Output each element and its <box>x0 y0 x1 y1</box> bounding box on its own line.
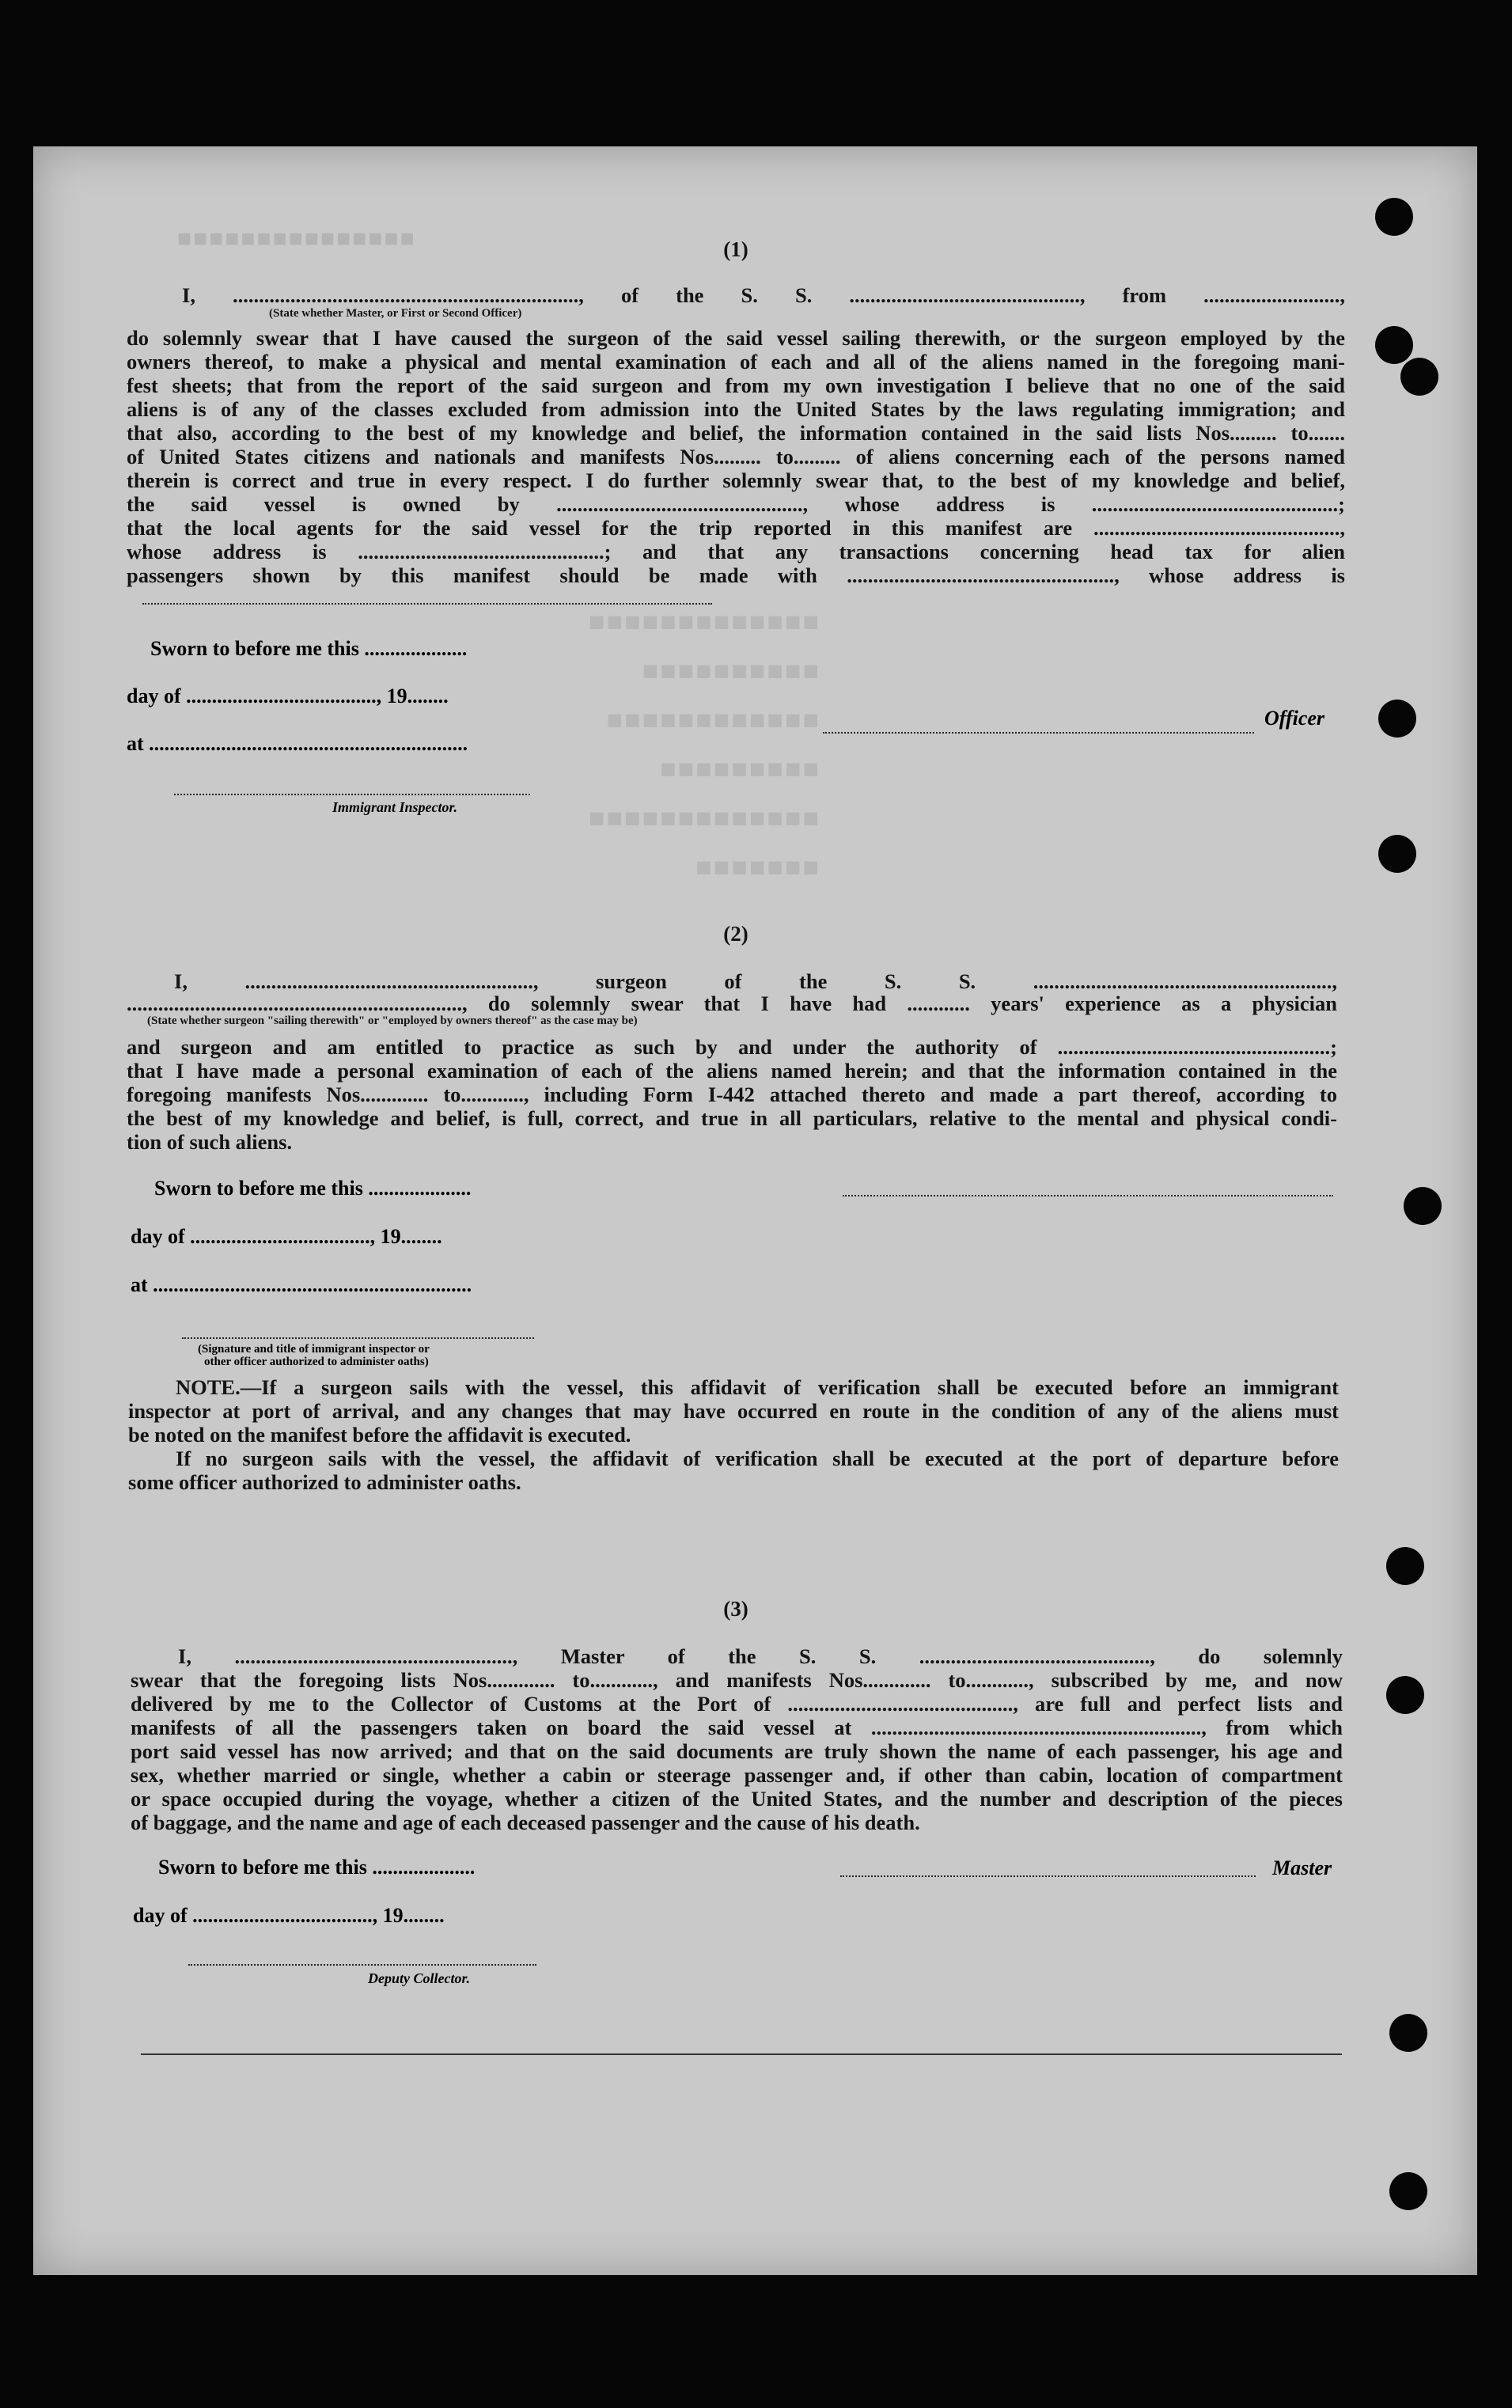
punch-hole <box>1375 326 1413 364</box>
text-line: therein is correct and true in every respect. I do further solemnly swear that, to the best of my knowledge and belief, <box>127 468 1345 492</box>
inspector-label: Immigrant Inspector. <box>332 799 458 815</box>
text-line: owners thereof, to make a physical and mental examination of each and all of the aliens named in the foregoing mani- <box>127 350 1345 374</box>
punch-hole <box>1400 358 1438 396</box>
text-line: manifests of all the passengers taken on board the said vessel at ..............................................................., from which <box>131 1716 1343 1739</box>
note-line: NOTE.—If a surgeon sails with the vessel, this affidavit of verification shall be executed before an immigrant <box>176 1375 1339 1399</box>
text-line: or space occupied during the voyage, whether a citizen of the United States, and the number and description of the pieces <box>131 1787 1343 1811</box>
text-line: of United States citizens and nationals and manifests Nos......... to......... of aliens concerning each of the persons named <box>127 445 1345 468</box>
officer-label: Officer <box>1264 707 1325 730</box>
punch-hole <box>1386 1676 1424 1714</box>
note-line: some officer authorized to administer oaths. <box>128 1470 521 1494</box>
day-line: day of ..................................., 19........ <box>131 1225 442 1248</box>
deputy-collector-label: Deputy Collector. <box>368 1970 470 1986</box>
text-line: the best of my knowledge and belief, is full, correct, and true in all particulars, relative to the mental and physical condi- <box>127 1106 1337 1130</box>
bleed-through-rows: ■■■■■■■■■■■■■ ■■■■■■■■■■ ■■■■■■■■■■■■ ■■■■■■■■■ ■■■■■■■■■■■■■ ■■■■■■■ <box>587 607 819 882</box>
signature-note: other officer authorized to administer oaths) <box>204 1356 429 1368</box>
text-line: foregoing manifests Nos............. to............, including Form I-442 attached thereto and made a part thereof, according to <box>127 1083 1337 1106</box>
text-line: that also, according to the best of my knowledge and belief, the information contained in the said lists Nos......... to....... <box>127 421 1345 445</box>
signature-rule <box>142 603 712 605</box>
bleed-through-header: ■■■■■■■■■■■■■■■ <box>176 226 415 252</box>
at-line: at .............................................................. <box>131 1273 472 1296</box>
surgeon-signature-rule <box>843 1195 1333 1196</box>
signature-note: (Signature and title of immigrant inspector or <box>198 1343 430 1356</box>
text-line: sex, whether married or single, whether a cabin or steerage passenger and, if other than cabin, location of compartment <box>131 1763 1343 1787</box>
text-line: swear that the foregoing lists Nos............. to............, and manifests Nos............. to............, subscribed by me, and now <box>131 1668 1343 1692</box>
note-line: be noted on the manifest before the affidavit is executed. <box>128 1423 631 1447</box>
text-line: that the local agents for the said vessel for the trip reported in this manifest are ..............................................., <box>127 516 1345 540</box>
text-line: do solemnly swear that I have caused the surgeon of the said vessel sailing therewith, or the surgeon employed by the <box>127 326 1345 350</box>
text-line: that I have made a personal examination of each of the aliens named herein; and that the information contained in the <box>127 1059 1337 1083</box>
section-number: (1) <box>723 237 748 261</box>
day-line: day of ..................................., 19........ <box>133 1904 445 1927</box>
text-line: fest sheets; that from the report of the said surgeon and from my own investigation I believe that no one of the said <box>127 374 1345 397</box>
text-line: I, .................................................................., of the S. S. ............................................, from .........................., <box>182 283 1345 307</box>
sworn-line: Sworn to before me this .................... <box>154 1177 472 1200</box>
at-line: at .............................................................. <box>127 732 468 755</box>
punch-hole <box>1375 198 1413 236</box>
text-line: whose address is ...............................................; and that any transactions concerning head tax for alien <box>127 540 1345 563</box>
text-line: delivered by me to the Collector of Customs at the Port of ..........................................., are full and perfect lists and <box>131 1692 1343 1716</box>
text-line: aliens is of any of the classes excluded from admission into the United States by the laws regulating immigration; and <box>127 397 1345 421</box>
text-line: tion of such aliens. <box>127 1130 293 1154</box>
day-line: day of ....................................., 19........ <box>127 684 449 707</box>
punch-hole <box>1378 835 1416 873</box>
master-affidavit <box>127 237 1345 681</box>
text-line: passengers shown by this manifest should be made with ..................................................., whose address is <box>127 563 1345 587</box>
text-line: the said vessel is owned by ..............................................., whose address is ...............................................; <box>127 492 1345 516</box>
text-line: I, ......................................................., surgeon of the S. S. ........................................................., <box>174 969 1337 993</box>
inspector-signature-rule <box>182 1337 534 1339</box>
punch-hole <box>1389 2014 1427 2052</box>
bottom-rule <box>141 2053 1342 2055</box>
text-line: and surgeon and am entitled to practice as such by and under the authority of ....................................................; <box>127 1035 1337 1059</box>
punch-hole <box>1386 1547 1424 1585</box>
master-label: Master <box>1272 1856 1332 1879</box>
section-number: (3) <box>723 1597 748 1621</box>
sworn-line: Sworn to before me this .................... <box>158 1856 476 1879</box>
punch-hole <box>1378 700 1416 738</box>
collector-signature-rule <box>188 1964 536 1966</box>
punch-hole <box>1389 2172 1427 2210</box>
text-line: of baggage, and the name and age of each deceased passenger and the cause of his death. <box>131 1811 920 1834</box>
note-line: If no surgeon sails with the vessel, the affidavit of verification shall be executed at the port of departure before <box>176 1447 1339 1470</box>
text-line: ................................................................, do solemnly swear that I have had ............ years' experience as a physician <box>127 992 1337 1015</box>
officer-signature-rule <box>823 732 1254 734</box>
field-note: (State whether Master, or First or Second Officer) <box>269 307 522 320</box>
note-line: inspector at port of arrival, and any changes that may have occurred en route in the condition of any of the aliens must <box>128 1399 1339 1423</box>
field-note: (State whether surgeon "sailing therewith" or "employed by owners thereof" as the case may be) <box>147 1014 638 1027</box>
text-line: port said vessel has now arrived; and that on the said documents are truly shown the name of each passenger, his age and <box>131 1739 1343 1763</box>
inspector-signature-rule <box>174 794 530 795</box>
text-line: I, ....................................................., Master of the S. S. ............................................, do solemnly <box>178 1644 1343 1668</box>
punch-hole <box>1404 1187 1442 1225</box>
sworn-line: Sworn to before me this .................... <box>150 637 468 660</box>
master-signature-rule <box>840 1875 1256 1877</box>
section-number: (2) <box>723 922 748 946</box>
